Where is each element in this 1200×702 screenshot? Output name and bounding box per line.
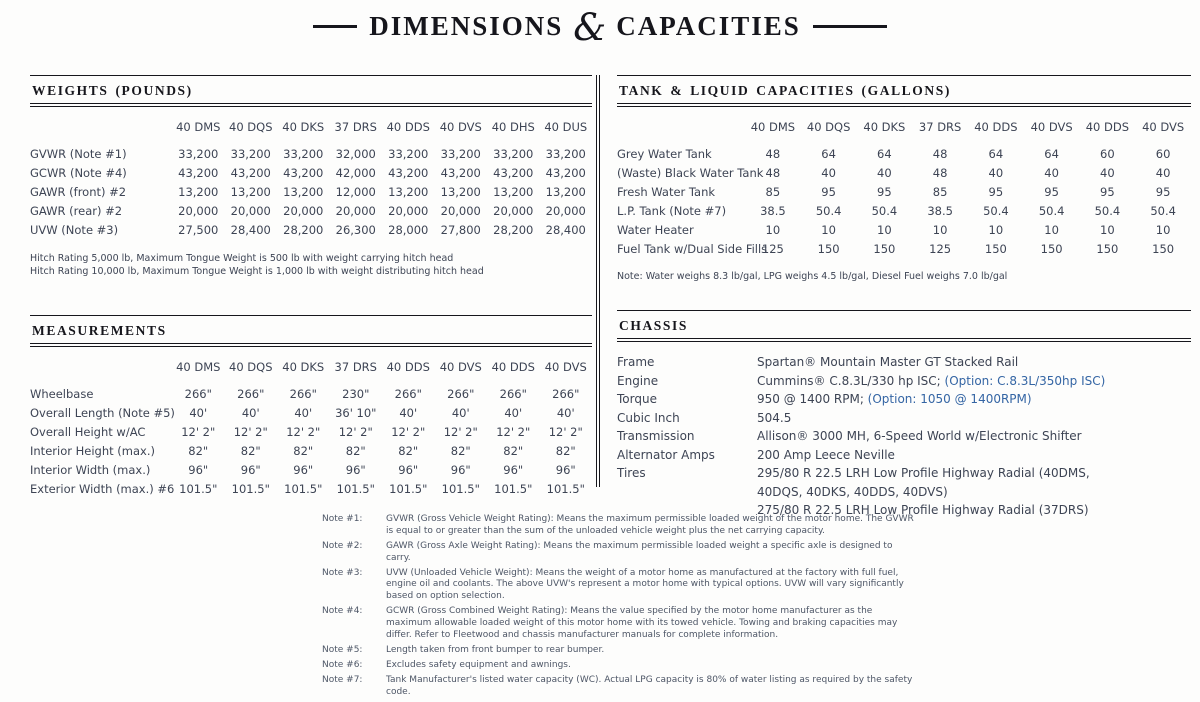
tank-weights-note: Note: Water weighs 8.3 lb/gal, LPG weighs 4.5 lb/gal, Diesel Fuel weighs 7.0 lb/gal [617,271,1008,282]
cell: 12,000 [335,185,376,199]
value-text: 950 @ 1400 RPM; [757,392,864,406]
cell: 48 [932,147,948,161]
measurements-section-title: MEASUREMENTS [32,322,167,338]
notes-list [322,514,914,699]
table-row [30,442,592,461]
column-header: 40 DKS [282,120,325,134]
cell: 40 [1044,166,1059,180]
column-header: 40 DMS [750,120,796,134]
cell: 50.4 [983,204,1009,218]
value-text: 40DQS, 40DKS, 40DDS, 40DVS) [757,484,948,499]
cell: 20,000 [545,204,586,218]
cell: 96" [345,462,366,477]
row-label: UVW (Note #3) [30,223,119,237]
cell: 40 [988,166,1004,180]
column-header: 40 DVS [1142,120,1185,134]
chassis-value [757,464,1191,520]
cell: 32,000 [335,147,376,161]
note-label: Note #6: [322,660,363,671]
double-rule [617,103,1191,107]
cell: 12' 2" [443,424,478,439]
cell: 33,200 [230,147,271,161]
cell: 28,200 [493,223,534,237]
cell: 42,000 [335,166,376,180]
cell: 101.5" [546,481,585,496]
cell: 10 [988,223,1004,237]
cell: 95 [821,185,836,199]
table-row [30,480,592,499]
cell: 96" [503,462,524,477]
chassis-value [757,390,1191,409]
note-text: Length taken from front bumper to rear bumper. [386,644,605,655]
cell: 40' [556,405,575,420]
cell: 13,200 [283,185,324,199]
cell: 27,500 [178,223,219,237]
chassis-label: Tires [617,466,646,480]
cell: 43,200 [178,166,219,180]
cell: 85 [765,185,781,199]
double-rule [30,103,592,107]
cell: 43,200 [440,166,481,180]
weights-section-title: WEIGHTS (POUNDS) [32,83,193,98]
value-text: Spartan® Mountain Master GT Stacked Rail [757,355,1019,369]
value-text: 504.5 [757,410,792,425]
note-row [322,645,914,657]
cell: 266" [237,386,265,401]
chassis-section-title: CHASSIS [619,318,688,333]
cell: 96" [240,462,261,477]
chassis-value-line [757,427,1191,446]
row-label: Water Heater [617,223,694,237]
row-label: Fuel Tank w/Dual Side Fills [617,242,768,256]
table-row [30,404,592,423]
cell: 20,000 [335,204,376,218]
note-label: Note #3: [322,567,363,578]
column-header: 37 DRS [334,359,377,374]
row-label: GCWR (Note #4) [30,166,127,180]
cell: 20,000 [388,204,429,218]
cell: 40' [399,405,418,420]
cell: 64 [1044,147,1059,161]
column-header: 40 DDS [974,120,1018,134]
cell: 50.4 [1038,204,1065,218]
cell: 40' [241,405,260,420]
cell: 266" [552,386,580,401]
value-text: 295/80 R 22.5 LRH Low Profile Highway Radial (40DMS, [757,466,1090,480]
cell: 13,200 [440,185,481,199]
table-row [30,164,592,183]
hitch-notes [30,252,592,279]
cell: 12' 2" [286,424,321,439]
cell: 230" [342,386,370,401]
title-word-dimensions: DIMENSIONS [369,11,564,41]
table-header-row [30,118,592,137]
cell: 33,200 [545,147,586,161]
chassis-row [617,390,1191,409]
cell: 48 [765,147,781,161]
column-header: 40 DQS [229,120,273,134]
note-text: GAWR (Gross Axle Weight Rating): Means the maximum permissible loaded weight a specific axle is designed to carry. [386,540,893,563]
table-row [30,202,592,221]
cell: 12' 2" [391,424,426,439]
cell: 33,200 [283,147,324,161]
table-row [617,164,1191,183]
cell: 48 [765,166,781,180]
cell: 40' [189,405,208,420]
note-row [322,606,914,641]
cell: 10 [1155,223,1171,237]
cell: 12' 2" [496,424,531,439]
measurements-section [30,315,592,499]
table-row [30,221,592,240]
cell: 12' 2" [548,424,583,439]
note-row [322,675,914,698]
cell: 101.5" [284,481,323,496]
cell: 20,000 [230,204,271,218]
column-header: 40 DDS [491,359,535,374]
chassis-label: Frame [617,355,655,369]
cell: 40 [821,166,836,180]
cell: 64 [821,147,836,161]
column-header: 40 DVS [439,359,482,374]
cell: 82" [555,443,576,458]
page-header [0,6,1200,49]
column-header: 37 DRS [334,120,377,134]
notes-block [322,514,914,702]
chassis-row [617,427,1191,446]
measurements-table [30,358,592,499]
cell: 95 [877,185,892,199]
cell: 13,200 [178,185,219,199]
cell: 10 [765,223,781,237]
cell: 50.4 [1094,204,1121,218]
note-text: UVW (Unloaded Vehicle Weight): Means the weight of a motor home as manufactured at the factory with full fuel, engine oil and coolants. The above UVW's represent a motor home with typical options. UVW will vary significantly based on option selection. [386,567,904,602]
cell: 40 [877,166,892,180]
cell: 33,200 [388,147,429,161]
cell: 28,000 [388,223,429,237]
left-column [30,75,592,499]
cell: 20,000 [440,204,481,218]
cell: 95 [1044,185,1059,199]
table-row [617,202,1191,221]
column-header: 40 DDS [386,359,430,374]
cell: 43,200 [545,166,586,180]
chassis-label: Engine [617,373,659,388]
column-header: 40 DMS [176,120,221,134]
cell: 40 [1155,166,1171,180]
chassis-table [617,353,1191,520]
cell: 10 [877,223,892,237]
note-row [322,541,914,564]
cell: 266" [289,386,317,401]
chassis-label: Torque [617,392,657,406]
column-header: 37 DRS [918,120,962,134]
column-header: 40 DVS [439,120,482,134]
cell: 28,200 [283,223,324,237]
cell: 101.5" [441,481,480,496]
cell: 60 [1155,147,1171,161]
page-title [369,6,801,49]
value-text: Allison® 3000 MH, 6-Speed World w/Electronic Shifter [757,429,1082,443]
table-row [30,385,592,404]
double-rule [30,343,592,347]
cell: 38.5 [760,204,786,218]
table-row [30,145,592,164]
cell: 96" [450,462,471,477]
cell: 40' [451,405,470,420]
chassis-value [757,427,1191,446]
note-label: Note #4: [322,606,363,617]
cell: 82" [293,443,314,458]
table-header-row [617,118,1191,137]
note-row [322,514,914,537]
value-text: 200 Amp Leece Neville [757,447,895,462]
cell: 38.5 [927,204,953,218]
row-label: Interior Height (max.) [30,443,155,458]
chassis-value [757,446,1191,465]
cell: 28,400 [545,223,586,237]
cell: 150 [984,242,1007,256]
cell: 95 [1100,185,1115,199]
cell: 10 [1100,223,1115,237]
tanks-section [617,75,1191,282]
chassis-label: Transmission [617,429,695,443]
column-header: 40 DKS [282,359,325,374]
cell: 20,000 [493,204,534,218]
cell: 20,000 [178,204,219,218]
title-rule-right [813,25,887,28]
row-label: GVWR (Note #1) [30,147,127,161]
hitch-note-line: Hitch Rating 10,000 lb, Maximum Tongue Weight is 1,000 lb with weight distributing hitch head [30,266,484,278]
column-header: 40 DUS [544,120,588,134]
hitch-note-line: Hitch Rating 5,000 lb, Maximum Tongue Weight is 500 lb with weight carrying hitch head [30,253,454,264]
cell: 50.4 [1150,204,1176,218]
chassis-value-line [757,409,1191,428]
row-label: Overall Length (Note #5) [30,405,175,420]
cell: 33,200 [178,147,219,161]
table-row [617,145,1191,164]
column-header: 40 DDS [386,120,430,134]
chassis-value [757,353,1191,372]
table-row [30,183,592,202]
ampersand-glyph: & [573,6,607,49]
row-label: Fresh Water Tank [617,185,716,199]
cell: 48 [932,166,948,180]
row-label: Overall Height w/AC [30,424,146,439]
note-row [322,568,914,603]
chassis-row [617,353,1191,372]
column-header: 40 DQS [229,359,273,374]
table-row [617,240,1191,259]
cell: 64 [877,147,892,161]
cell: 10 [932,223,948,237]
cell: 101.5" [179,481,218,496]
cell: 13,200 [493,185,534,199]
chassis-row [617,446,1191,465]
cell: 33,200 [493,147,534,161]
cell: 266" [499,386,527,401]
cell: 28,400 [230,223,271,237]
tanks-table [617,118,1191,259]
row-label: Grey Water Tank [617,147,712,161]
note-text: GCWR (Gross Combined Weight Rating): Means the value specified by the motor home manufacturer as the maximum allowable loaded weight of this motor home with its towed vehicle. Towing and braking capacities may differ. Refer to Fleetwood and chassis manufacturer manuals for complete information. [386,606,898,640]
chassis-section [617,310,1191,520]
chassis-row [617,372,1191,391]
cell: 43,200 [493,166,534,180]
cell: 150 [1040,242,1063,256]
row-label: (Waste) Black Water Tank [617,166,764,180]
cell: 43,200 [388,166,429,180]
chassis-value-line [757,483,1191,502]
note-text: Excludes safety equipment and awnings. [386,660,571,671]
cell: 82" [503,443,524,458]
cell: 85 [932,185,948,199]
cell: 82" [345,443,366,458]
cell: 101.5" [494,481,533,496]
chassis-value-line [757,390,1191,409]
cell: 266" [184,386,212,401]
column-header: 40 DVS [544,359,587,374]
table-row [617,183,1191,202]
row-label: GAWR (front) #2 [30,185,127,199]
cell: 82" [398,443,419,458]
cell: 266" [447,386,475,401]
cell: 50.4 [815,204,842,218]
cell: 12' 2" [338,424,373,439]
chassis-value-line [757,446,1191,465]
right-column [617,75,1191,520]
column-divider [596,75,600,487]
cell: 13,200 [545,185,586,199]
note-text: GVWR (Gross Vehicle Weight Rating): Means the maximum permissible loaded weight of the motor home. The GVWR is equal to or greater than the sum of the unloaded vehicle weight plus the net carrying capacity. [386,514,914,536]
cell: 36' 10" [335,405,377,420]
cell: 101.5" [336,481,375,496]
note-text: Tank Manufacturer's listed water capacity (WC). Actual LPG capacity is 80% of water listing as required by the safety code. [386,675,913,697]
cell: 96" [293,462,314,477]
cell: 60 [1100,147,1115,161]
cell: 125 [761,242,784,256]
chassis-row [617,464,1191,520]
cell: 96" [555,462,576,477]
cell: 82" [450,443,471,458]
tanks-section-title: TANK & LIQUID CAPACITIES (GALLONS) [619,83,951,98]
cell: 95 [1155,185,1171,199]
value-text: 275/80 R 22.5 LRH Low Profile Highway Radial (37DRS) [757,503,1089,517]
column-header: 40 DQS [806,120,851,134]
title-rule-left [313,25,357,28]
cell: 13,200 [230,185,271,199]
chassis-value-line [757,353,1191,372]
table-row [617,221,1191,240]
column-header: 40 DKS [863,120,906,134]
cell: 10 [1044,223,1059,237]
chassis-value [757,372,1191,391]
chassis-row [617,409,1191,428]
cell: 27,800 [440,223,481,237]
row-label: Interior Width (max.) [30,462,151,477]
double-rule [617,338,1191,342]
cell: 82" [240,443,261,458]
cell: 266" [394,386,422,401]
table-row [30,423,592,442]
row-label: Exterior Width (max.) #6 [30,481,175,496]
cell: 20,000 [283,204,324,218]
cell: 50.4 [871,204,898,218]
cell: 82" [188,443,209,458]
cell: 95 [988,185,1004,199]
column-header: 40 DHS [491,120,535,134]
option-text: (Option: 1050 @ 1400RPM) [863,392,1032,406]
option-text: (Option: C.8.3L/350hp ISC) [940,373,1106,388]
table-row [30,461,592,480]
chassis-label: Alternator Amps [617,447,715,462]
note-label: Note #7: [322,675,363,686]
cell: 150 [817,242,840,256]
cell: 33,200 [440,147,481,161]
column-header: 40 DVS [1030,120,1073,134]
cell: 40' [504,405,523,420]
cell: 43,200 [283,166,324,180]
cell: 40' [294,405,313,420]
cell: 150 [1096,242,1119,256]
cell: 101.5" [389,481,428,496]
cell: 12' 2" [233,424,268,439]
cell: 43,200 [230,166,271,180]
cell: 26,300 [335,223,376,237]
cell: 96" [398,462,419,477]
cell: 101.5" [231,481,270,496]
row-label: GAWR (rear) #2 [30,204,123,218]
chassis-label: Cubic Inch [617,410,680,425]
value-text: Cummins® C.8.3L/330 hp ISC; [757,373,941,388]
row-label: Wheelbase [30,386,94,401]
note-label: Note #2: [322,540,363,551]
table-header-row [30,358,592,377]
column-header: 40 DMS [176,359,221,374]
cell: 150 [873,242,896,256]
cell: 12' 2" [181,424,216,439]
weights-section [30,75,592,279]
cell: 96" [188,462,209,477]
note-label: Note #1: [322,514,363,524]
cell: 13,200 [388,185,429,199]
chassis-value [757,409,1191,428]
cell: 150 [1152,242,1175,256]
chassis-value-line [757,464,1191,483]
cell: 10 [821,223,836,237]
note-label: Note #5: [322,644,363,655]
cell: 40 [1100,166,1115,180]
row-label: L.P. Tank (Note #7) [617,204,727,218]
cell: 125 [929,242,952,256]
weights-table [30,118,592,240]
title-word-capacities: CAPACITIES [616,11,801,41]
chassis-value-line [757,372,1191,391]
column-header: 40 DDS [1085,120,1130,134]
cell: 64 [988,147,1004,161]
